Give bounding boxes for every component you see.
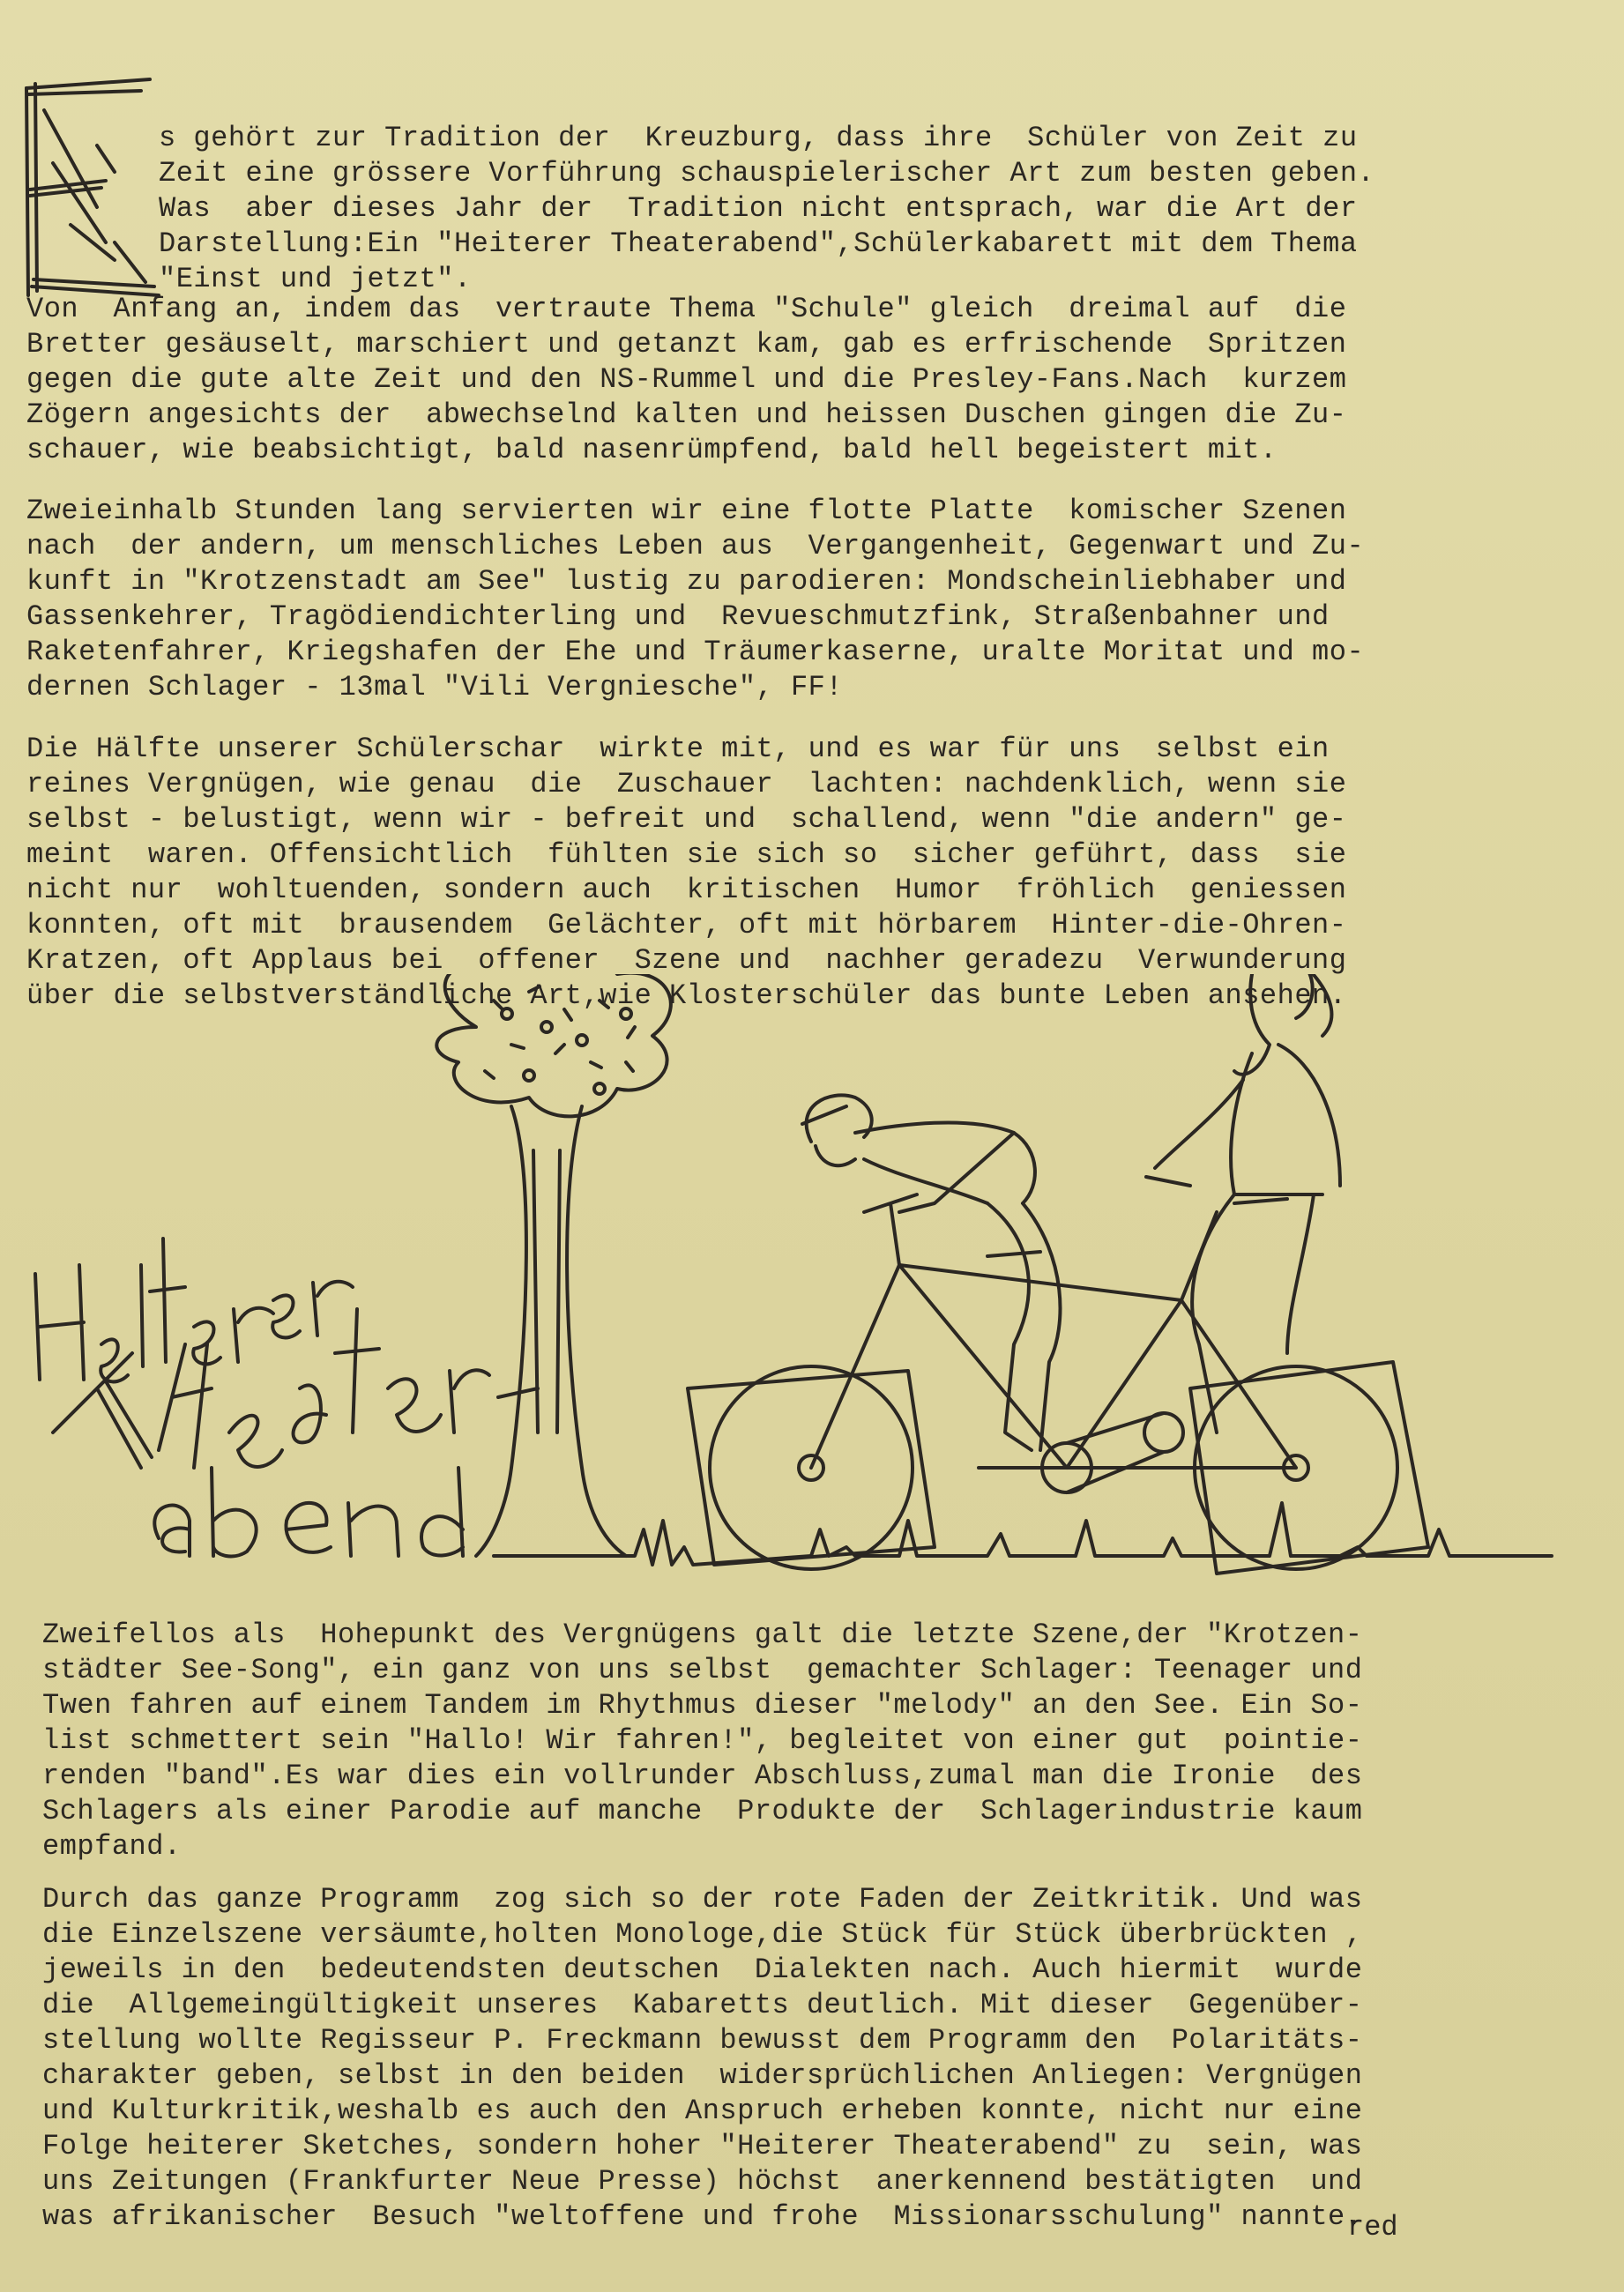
initial-letter-e xyxy=(18,75,168,304)
theater-illustration xyxy=(18,974,1569,1609)
title-abend xyxy=(154,1468,463,1556)
author-signature: red xyxy=(1347,2211,1398,2244)
paragraph-2: Von Anfang an, indem das vertraute Thema "Schule" gleich dreimal auf die Bretter gesäuselt, marschiert und getanzt kam, gab es erfrischende Spritzen gegen die gute alte Zeit und den NS-Rummel und die Presley-Fans.Nach kurzem Zögern angesichts der abwechselnd kalten und heissen Duschen gingen die Zu- schauer, wie beabsichtigt, bald nasenrümpfend, bald hell begeistert mit. xyxy=(26,293,1347,466)
tree-trunk xyxy=(476,1106,526,1556)
tree-canopy xyxy=(436,974,670,1116)
ground-line xyxy=(494,1503,1552,1565)
tandem-bicycle xyxy=(688,1177,1428,1574)
paragraph-3: Zweieinhalb Stunden lang servierten wir eine flotte Platte komischer Szenen nach der andern, um menschliches Leben aus Vergangenheit, Gegenwart und Zu- kunft in "Krotzenstadt am See" lustig zu parodieren: Mondscheinliebhaber und Gassenkehrer, Tragödiendichterling und Revueschmutzfink, Straßenbahner und Raketenfahrer, Kriegshafen der Ehe und Träumerkaserne, uralte Moritat und mo- dernen Schlager - 13mal "Vili Vergniesche", FF! xyxy=(26,495,1365,703)
paragraph-6: Durch das ganze Programm zog sich so der rote Faden der Zeitkritik. Und was die Einzelszene versäumte,holten Monologe,die Stück für Stück überbrückten , jeweils in den bedeutendsten deutschen Dialekten nach. Auch hiermit wurde die Allgemeingültigkeit unseres Kabaretts deutlich. Mit dieser Gegenüber- stellung wollte Regisseur P. Freckmann bewusst dem Programm den Polaritäts- charakter geben, selbst in den beiden widersprüchlichen Anliegen: Vergnügen und Kulturkritik,weshalb es auch den Anspruch erheben konnte, nicht nur eine Folge heiterer Sketches, sondern hoher "Heiterer Theaterabend" zu sein, was uns Zeitungen (Frankfurter Neue Presse) höchst anerkennend bestätigten und was afrikanischer Besuch "weltoffene und frohe Missionarsschulung" nannte. xyxy=(42,1883,1363,2233)
intro-paragraph: s gehört zur Tradition der Kreuzburg, dass ihre Schüler von Zeit zu Zeit eine grössere Vorführung schauspielerischer Art zum besten geben. Was aber dieses Jahr der Tradition nicht entsprach, war die Art der Darstellung:Ein "Heiterer Theaterabend",Schülerkabarett mit dem Thema "Einst und jetzt". xyxy=(159,122,1375,295)
paragraph-4: Die Hälfte unserer Schülerschar wirkte mit, und es war für uns selbst ein reines Vergnügen, wie genau die Zuschauer lachten: nachdenklich, wenn sie selbst - belustigt, wenn wir - befreit und schallend, wenn "die andern" ge- meint waren. Offensichtlich fühlten sie sich so sicher geführt, dass sie nicht nur wohltuenden, sondern auch kritischen Humor fröhlich geniessen konnten, oft mit brausendem Gelächter, oft mit hörbarem Hinter-die-Ohren- Kratzen, oft Applaus bei offener Szene und nachher geradezu Verwunderung über die selbstverständliche Art,wie Klosterschüler das bunte Leben ansehen. xyxy=(26,733,1347,1012)
title-heiterer xyxy=(35,1239,353,1381)
paragraph-5: Zweifellos als Hohepunkt des Vergnügens galt die letzte Szene,der "Krotzen- städter See-Song", ein ganz von uns selbst gemachter Schlager: Teenager und Twen fahren auf einem Tandem im Rhythmus dieser "melody" an den See. Ein So- list schmettert sein "Hallo! Wir fahren!", begleitet von einer gut pointie- renden "band".Es war dies ein vollrunder Abschluss,zumal man die Ironie des Schlagers als einer Parodie auf manche Produkte der Schlagerindustrie kaum empfand. xyxy=(42,1619,1363,1863)
